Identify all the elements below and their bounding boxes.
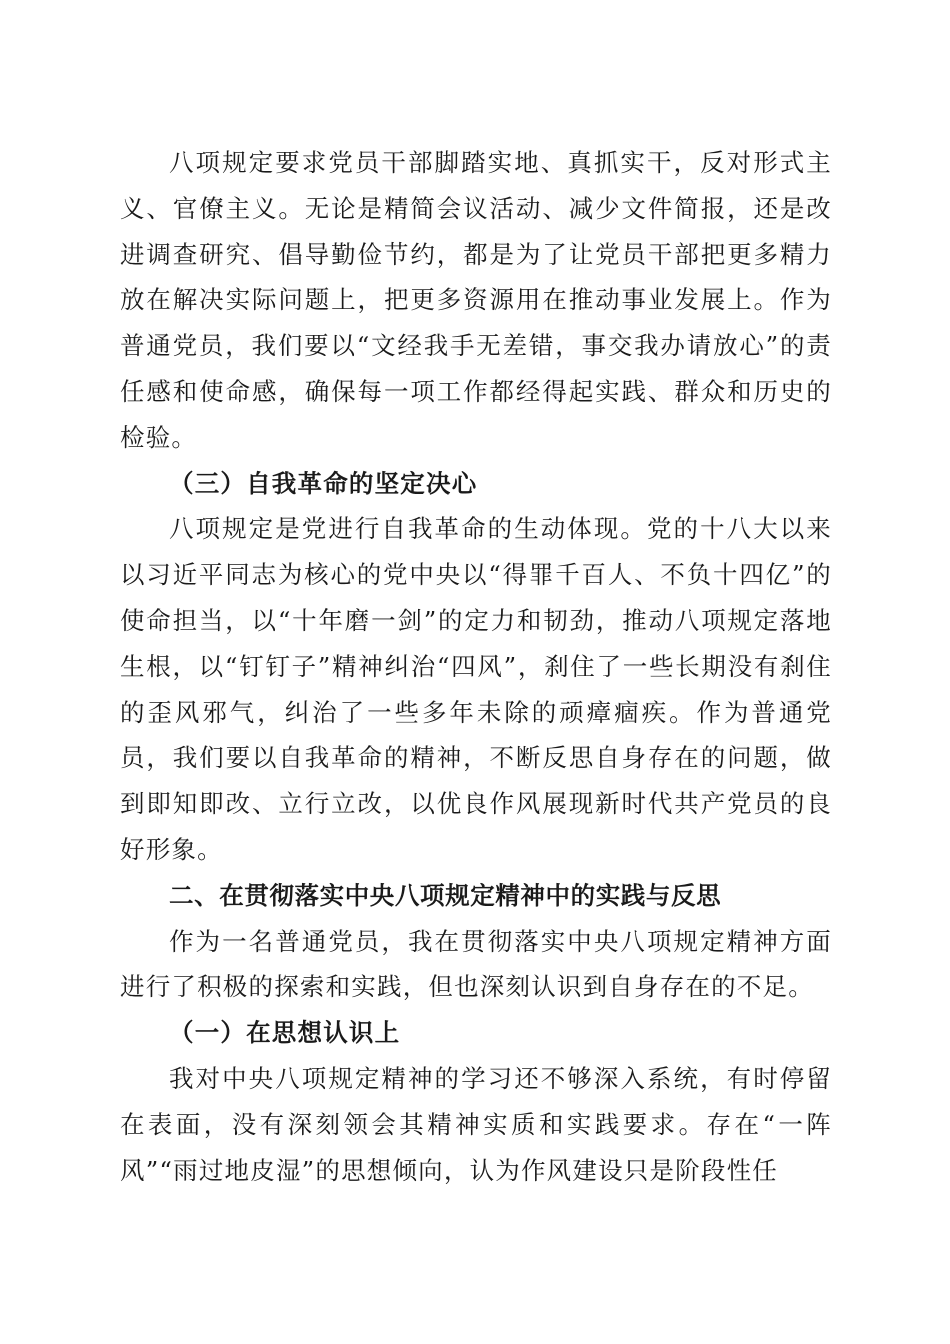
paragraph-ideological-understanding: 我对中央八项规定精神的学习还不够深入系统，有时停留在表面，没有深刻领会其精神实质和实践要求。存在“一阵风”“雨过地皮湿”的思想倾向，认为作风建设只是阶段性任 [120,1063,832,1185]
subheading-ideological-understanding: （一）在思想认识上 [169,1018,401,1048]
document-body [120,140,832,1193]
subheading-self-revolution: （三）自我革命的坚定决心 [169,468,478,498]
paragraph-self-revolution: 八项规定是党进行自我革命的生动体现。党的十八大以来以习近平同志为核心的党中央以“得罪千百人、不负十四亿”的使命担当，以“十年磨一剑”的定力和韧劲，推动八项规定落地生根，以“钉钉子”精神纠治“四风”，刹住了一些长期没有刹住的歪风邪气，纠治了一些多年未除的顽瘴痼疾。作为普通党员，我们要以自我革命的精神，不断反思自身存在的问题，做到即知即改、立行立改，以优良作风展现新时代共产党员的良好形象。 [120,514,832,864]
paragraph-practical-work: 八项规定要求党员干部脚踏实地、真抓实干，反对形式主义、官僚主义。无论是精简会议活动、减少文件简报，还是改进调查研究、倡导勤俭节约，都是为了让党员干部把更多精力放在解决实际问题上，把更多资源用在推动事业发展上。作为普通党员，我们要以“文经我手无差错，事交我办请放心”的责任感和使命感，确保每一项工作都经得起实践、群众和历史的检验。 [120,148,832,452]
section-heading-practice-reflection: 二、在贯彻落实中央八项规定精神中的实践与反思 [169,880,722,910]
paragraph-practice-intro: 作为一名普通党员，我在贯彻落实中央八项规定精神方面进行了积极的探索和实践，但也深刻认识到自身存在的不足。 [120,926,832,1002]
